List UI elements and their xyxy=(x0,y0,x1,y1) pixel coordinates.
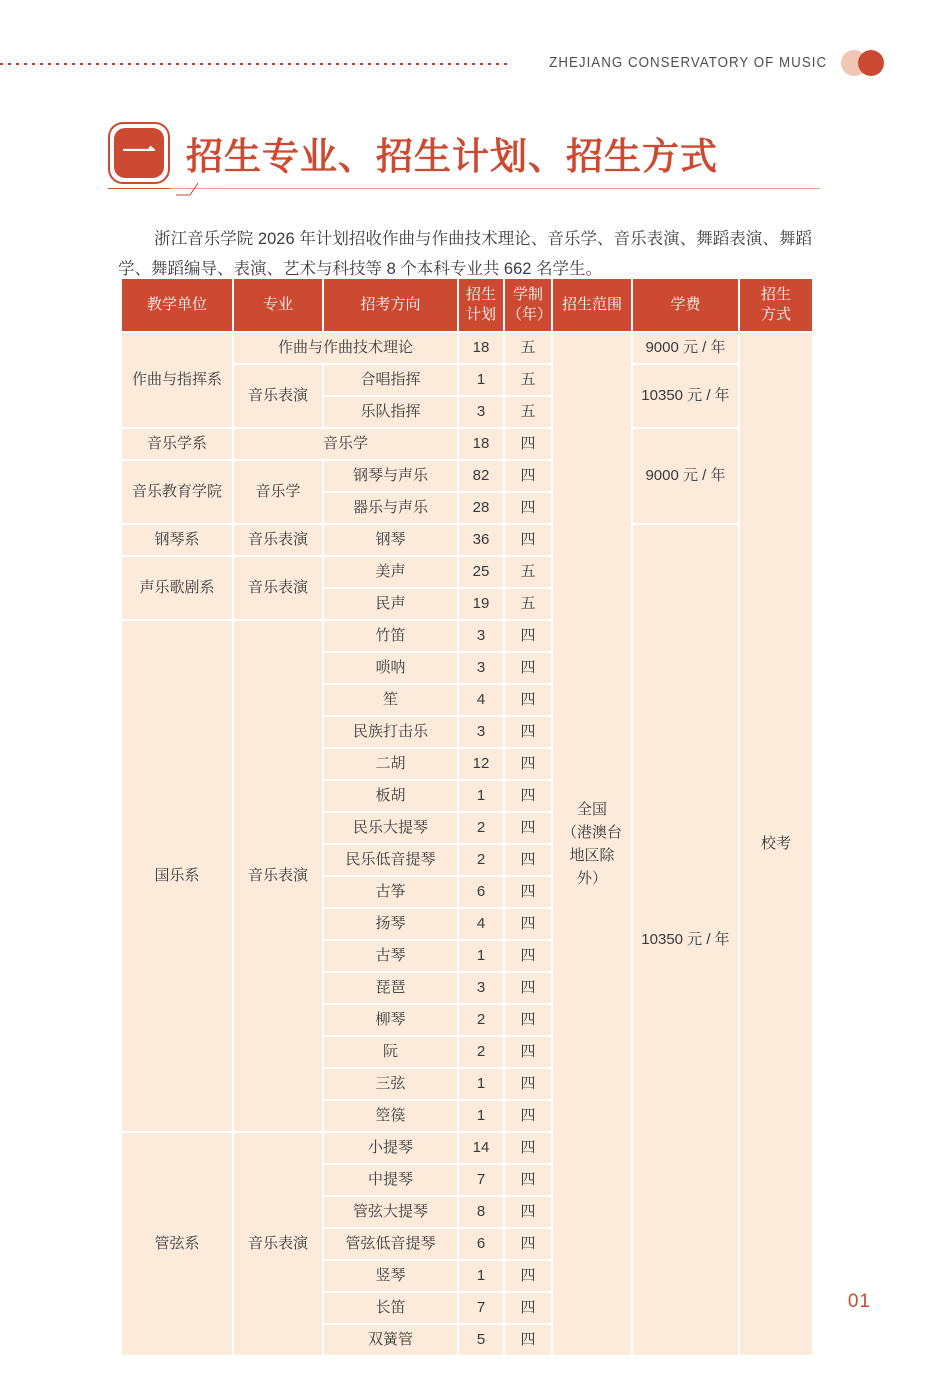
cell-direction: 民声 xyxy=(324,589,457,619)
cell-major: 音乐学 xyxy=(234,429,457,459)
cell-direction: 中提琴 xyxy=(324,1165,457,1195)
cell-quota: 4 xyxy=(459,909,503,939)
cell-years: 四 xyxy=(505,1069,551,1099)
cell-quota: 1 xyxy=(459,365,503,395)
cell-direction: 乐队指挥 xyxy=(324,397,457,427)
cell-direction: 唢呐 xyxy=(324,653,457,683)
cell-quota: 3 xyxy=(459,397,503,427)
title-underline-left xyxy=(108,188,178,189)
cell-quota: 19 xyxy=(459,589,503,619)
cell-years: 四 xyxy=(505,1229,551,1259)
cell-years: 四 xyxy=(505,781,551,811)
cell-years: 四 xyxy=(505,653,551,683)
col-header-unit: 教学单位 xyxy=(122,279,232,331)
cell-direction: 民乐低音提琴 xyxy=(324,845,457,875)
table-row xyxy=(122,333,812,363)
cell-direction: 民族打击乐 xyxy=(324,717,457,747)
table-header-row xyxy=(122,279,812,331)
cell-major: 音乐表演 xyxy=(234,525,322,555)
cell-years: 四 xyxy=(505,1197,551,1227)
cell-scope-line1: 全国 xyxy=(576,801,607,818)
cell-direction: 琵琶 xyxy=(324,973,457,1003)
cell-direction: 美声 xyxy=(324,557,457,587)
page-title: 招生专业、招生计划、招生方式 xyxy=(186,135,718,178)
intro-text: 浙江音乐学院 2026 年计划招收作曲与作曲技术理论、音乐学、音乐表演、舞蹈表演、舞蹈学、舞蹈编导、表演、艺术与科技等 8 个本科专业共 662 名学生。 xyxy=(118,229,812,278)
cell-scope-line2: （港澳台 xyxy=(561,824,622,841)
cell-teaching-unit: 管弦系 xyxy=(122,1133,232,1355)
zhejiang-conservatory-logo-icon xyxy=(841,50,893,76)
col-header-years xyxy=(505,279,551,331)
cell-years: 四 xyxy=(505,941,551,971)
cell-years: 四 xyxy=(505,685,551,715)
cell-years: 五 xyxy=(505,365,551,395)
cell-quota: 2 xyxy=(459,845,503,875)
cell-direction: 双簧管 xyxy=(324,1325,457,1355)
cell-major: 音乐表演 xyxy=(234,557,322,619)
cell-years: 五 xyxy=(505,397,551,427)
cell-years: 五 xyxy=(505,333,551,363)
col-header-scope: 招生范围 xyxy=(553,279,631,331)
col-header-years-line1: 学制 xyxy=(512,286,543,303)
table-row xyxy=(122,429,812,459)
cell-years: 四 xyxy=(505,717,551,747)
cell-direction: 三弦 xyxy=(324,1069,457,1099)
col-header-method-line2: 方式 xyxy=(760,306,791,323)
cell-direction: 箜篌 xyxy=(324,1101,457,1131)
cell-direction: 古琴 xyxy=(324,941,457,971)
cell-quota: 5 xyxy=(459,1325,503,1355)
cell-years: 四 xyxy=(505,1165,551,1195)
cell-years: 四 xyxy=(505,973,551,1003)
cell-direction: 合唱指挥 xyxy=(324,365,457,395)
col-header-quota-line2: 计划 xyxy=(465,306,496,323)
cell-quota: 1 xyxy=(459,941,503,971)
cell-direction: 二胡 xyxy=(324,749,457,779)
cell-quota: 3 xyxy=(459,973,503,1003)
cell-years: 四 xyxy=(505,749,551,779)
header-dotted-rule xyxy=(0,63,509,65)
cell-teaching-unit: 国乐系 xyxy=(122,621,232,1131)
cell-direction: 钢琴 xyxy=(324,525,457,555)
cell-quota: 25 xyxy=(459,557,503,587)
cell-quota: 36 xyxy=(459,525,503,555)
cell-years: 五 xyxy=(505,589,551,619)
header-english-title: ZHEJIANG CONSERVATORY OF MUSIC xyxy=(549,55,827,71)
cell-years: 五 xyxy=(505,557,551,587)
cell-quota: 28 xyxy=(459,493,503,523)
cell-years: 四 xyxy=(505,493,551,523)
cell-direction: 板胡 xyxy=(324,781,457,811)
cell-quota: 2 xyxy=(459,813,503,843)
table-body xyxy=(122,333,812,1355)
col-header-quota-line1: 招生 xyxy=(465,286,496,303)
page-running-header xyxy=(0,48,927,78)
cell-quota: 1 xyxy=(459,1261,503,1291)
cell-direction: 扬琴 xyxy=(324,909,457,939)
cell-quota: 1 xyxy=(459,1101,503,1131)
cell-years: 四 xyxy=(505,1293,551,1323)
cell-fee: 9000 元 / 年 xyxy=(633,429,738,523)
cell-direction: 民乐大提琴 xyxy=(324,813,457,843)
cell-direction: 管弦低音提琴 xyxy=(324,1229,457,1259)
cell-teaching-unit: 钢琴系 xyxy=(122,525,232,555)
cell-major: 作曲与作曲技术理论 xyxy=(234,333,457,363)
cell-direction: 管弦大提琴 xyxy=(324,1197,457,1227)
cell-quota: 4 xyxy=(459,685,503,715)
cell-quota: 12 xyxy=(459,749,503,779)
cell-years: 四 xyxy=(505,1005,551,1035)
cell-years: 四 xyxy=(505,1325,551,1355)
col-header-direction: 招考方向 xyxy=(324,279,457,331)
cell-years: 四 xyxy=(505,813,551,843)
cell-direction: 器乐与声乐 xyxy=(324,493,457,523)
cell-quota: 2 xyxy=(459,1005,503,1035)
title-rule-tick-icon xyxy=(176,182,198,196)
cell-quota: 1 xyxy=(459,1069,503,1099)
col-header-method xyxy=(740,279,812,331)
cell-scope xyxy=(553,333,631,1355)
cell-teaching-unit: 音乐教育学院 xyxy=(122,461,232,523)
cell-scope-line3: 地区除 xyxy=(569,847,615,864)
cell-major: 音乐学 xyxy=(234,461,322,523)
cell-teaching-unit: 音乐学系 xyxy=(122,429,232,459)
section-number-badge xyxy=(108,122,170,184)
cell-major: 音乐表演 xyxy=(234,365,322,427)
cell-years: 四 xyxy=(505,877,551,907)
cell-quota: 2 xyxy=(459,1037,503,1067)
cell-major: 音乐表演 xyxy=(234,621,322,1131)
cell-quota: 1 xyxy=(459,781,503,811)
col-header-years-line2: （年） xyxy=(507,306,553,323)
cell-years: 四 xyxy=(505,1261,551,1291)
col-header-quota xyxy=(459,279,503,331)
cell-years: 四 xyxy=(505,621,551,651)
section-number: 一 xyxy=(114,128,164,178)
col-header-major: 专业 xyxy=(234,279,322,331)
cell-teaching-unit: 声乐歌剧系 xyxy=(122,557,232,619)
page-number: 01 xyxy=(847,1291,871,1312)
cell-quota: 18 xyxy=(459,429,503,459)
cell-quota: 6 xyxy=(459,877,503,907)
intro-paragraph xyxy=(118,224,812,284)
cell-quota: 7 xyxy=(459,1165,503,1195)
cell-years: 四 xyxy=(505,1101,551,1131)
cell-direction: 竖琴 xyxy=(324,1261,457,1291)
cell-major: 音乐表演 xyxy=(234,1133,322,1355)
cell-quota: 3 xyxy=(459,717,503,747)
cell-years: 四 xyxy=(505,429,551,459)
section-title xyxy=(108,122,718,184)
cell-fee: 9000 元 / 年 xyxy=(633,333,738,363)
cell-quota: 8 xyxy=(459,1197,503,1227)
cell-quota: 6 xyxy=(459,1229,503,1259)
cell-direction: 阮 xyxy=(324,1037,457,1067)
cell-years: 四 xyxy=(505,1133,551,1163)
cell-quota: 18 xyxy=(459,333,503,363)
cell-teaching-unit: 作曲与指挥系 xyxy=(122,333,232,427)
cell-years: 四 xyxy=(505,461,551,491)
col-header-fee: 学费 xyxy=(633,279,738,331)
cell-scope-line4: 外） xyxy=(576,870,607,887)
cell-direction: 长笛 xyxy=(324,1293,457,1323)
logo-circle-red xyxy=(858,50,884,76)
cell-years: 四 xyxy=(505,845,551,875)
cell-quota: 3 xyxy=(459,621,503,651)
cell-quota: 14 xyxy=(459,1133,503,1163)
cell-quota: 82 xyxy=(459,461,503,491)
cell-years: 四 xyxy=(505,909,551,939)
cell-direction: 钢琴与声乐 xyxy=(324,461,457,491)
cell-direction: 小提琴 xyxy=(324,1133,457,1163)
cell-years: 四 xyxy=(505,1037,551,1067)
cell-quota: 7 xyxy=(459,1293,503,1323)
enrollment-plan-table xyxy=(120,277,814,1357)
cell-direction: 笙 xyxy=(324,685,457,715)
cell-years: 四 xyxy=(505,525,551,555)
cell-quota: 3 xyxy=(459,653,503,683)
cell-direction: 古筝 xyxy=(324,877,457,907)
cell-direction: 竹笛 xyxy=(324,621,457,651)
cell-fee: 10350 元 / 年 xyxy=(633,365,738,427)
cell-direction: 柳琴 xyxy=(324,1005,457,1035)
col-header-method-line1: 招生 xyxy=(760,286,791,303)
table-row xyxy=(122,525,812,555)
title-underline xyxy=(170,188,820,189)
cell-fee: 10350 元 / 年 xyxy=(633,525,738,1355)
cell-method: 校考 xyxy=(740,333,812,1355)
